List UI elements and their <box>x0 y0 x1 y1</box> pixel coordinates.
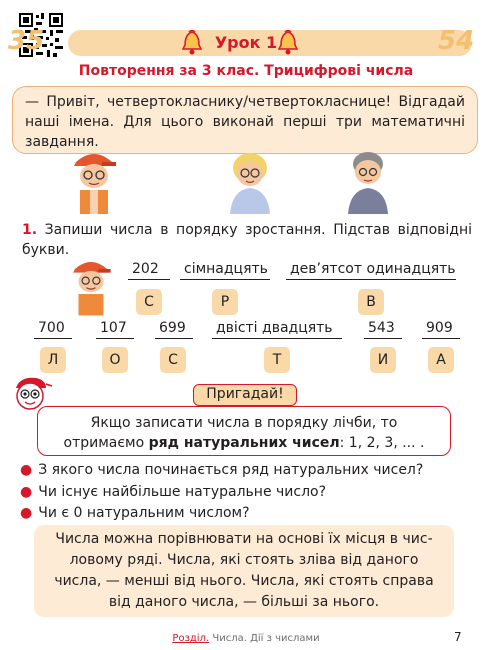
note-line: числа, — менші від нього. Числа, які стоять справа <box>54 573 434 589</box>
underline <box>212 338 342 339</box>
number-word: 202 <box>132 261 159 277</box>
underline <box>34 338 72 339</box>
bullet-icon: ● <box>20 505 33 521</box>
girl-blonde-illustration <box>222 150 278 214</box>
question-text: Чи існує найбільше натуральне число? <box>38 483 327 500</box>
decorative-numbers-left: 35 <box>8 26 45 56</box>
rule-note-box <box>34 525 454 617</box>
number-word: 909 <box>426 320 453 336</box>
letter-card: С <box>136 289 162 315</box>
question-item <box>20 503 423 525</box>
questions-list <box>20 460 423 525</box>
letter-card: Т <box>264 347 290 373</box>
letter-card: И <box>370 347 396 373</box>
underline <box>180 279 270 280</box>
note-line: ловому ряді. Числа, які стоять зліва від даного <box>69 552 419 568</box>
remember-label: Пригадай! <box>193 384 297 406</box>
boy-with-cap-illustration <box>66 148 122 214</box>
page-number: 7 <box>454 630 462 644</box>
number-word: 107 <box>100 320 127 336</box>
remember-term: ряд натуральних чисел <box>148 435 340 451</box>
bullet-icon: ● <box>20 483 33 500</box>
letter-card: А <box>428 347 454 373</box>
remember-box <box>37 406 451 456</box>
greeting-text: — Привіт, четвертокласнику/четвертокласнице! Відгадай наші імена. Для цього виконай перші три математичні завдання. <box>25 94 465 150</box>
lesson-title: Урок 1 <box>214 33 278 52</box>
number-word: 543 <box>368 320 395 336</box>
task-1 <box>22 220 472 260</box>
lesson-subtitle: Повторення за 3 клас. Трицифрові числа <box>78 63 414 79</box>
underline <box>286 279 456 280</box>
number-word: двісті двадцять <box>216 320 333 336</box>
remember-line-2-suffix: : 1, 2, 3, ... . <box>339 435 425 451</box>
remember-line-1: Якщо записати числа в порядку лічби, то <box>90 415 398 431</box>
underline <box>128 279 170 280</box>
question-text: Чи є 0 натуральним числом? <box>38 505 250 521</box>
greeting-speech-box <box>12 86 478 154</box>
footer-section-label: Розділ. <box>172 633 210 644</box>
question-item <box>20 460 423 482</box>
letter-card: С <box>160 347 186 373</box>
number-word: 700 <box>38 320 65 336</box>
boy-with-cap-small-illustration <box>66 256 116 316</box>
underline <box>96 338 134 339</box>
letter-card: О <box>102 347 128 373</box>
footer <box>0 633 492 644</box>
bullet-icon: ● <box>20 462 33 478</box>
underline <box>364 338 402 339</box>
letter-card: Л <box>40 347 66 373</box>
number-word: дев’ятсот одинадцять <box>290 261 456 277</box>
note-line: від даного числа, — більші за нього. <box>108 594 380 610</box>
number-word: сімнадцять <box>184 261 268 277</box>
question-text: З якого числа починається ряд натуральних чисел? <box>38 462 424 478</box>
letter-card: В <box>358 289 384 315</box>
boy-grey-hair-illustration <box>340 148 396 214</box>
number-word: 699 <box>159 320 186 336</box>
footer-section-title: Числа. Дії з числами <box>209 633 320 644</box>
underline <box>422 338 460 339</box>
task-number: 1. <box>22 222 38 238</box>
remember-line-2-prefix: отримаємо <box>63 435 149 451</box>
letter-card: Р <box>212 289 238 315</box>
note-line: Числа можна порівнювати на основі їх місця в чис- <box>55 531 433 547</box>
task-text: Запиши числа в порядку зростання. Підстав відповідні букви. <box>22 222 472 258</box>
remember-line-2 <box>38 433 450 453</box>
underline <box>155 338 193 339</box>
bell-icon-right <box>276 30 300 56</box>
question-item <box>20 482 423 504</box>
decorative-numbers-right: 54 <box>438 26 475 56</box>
